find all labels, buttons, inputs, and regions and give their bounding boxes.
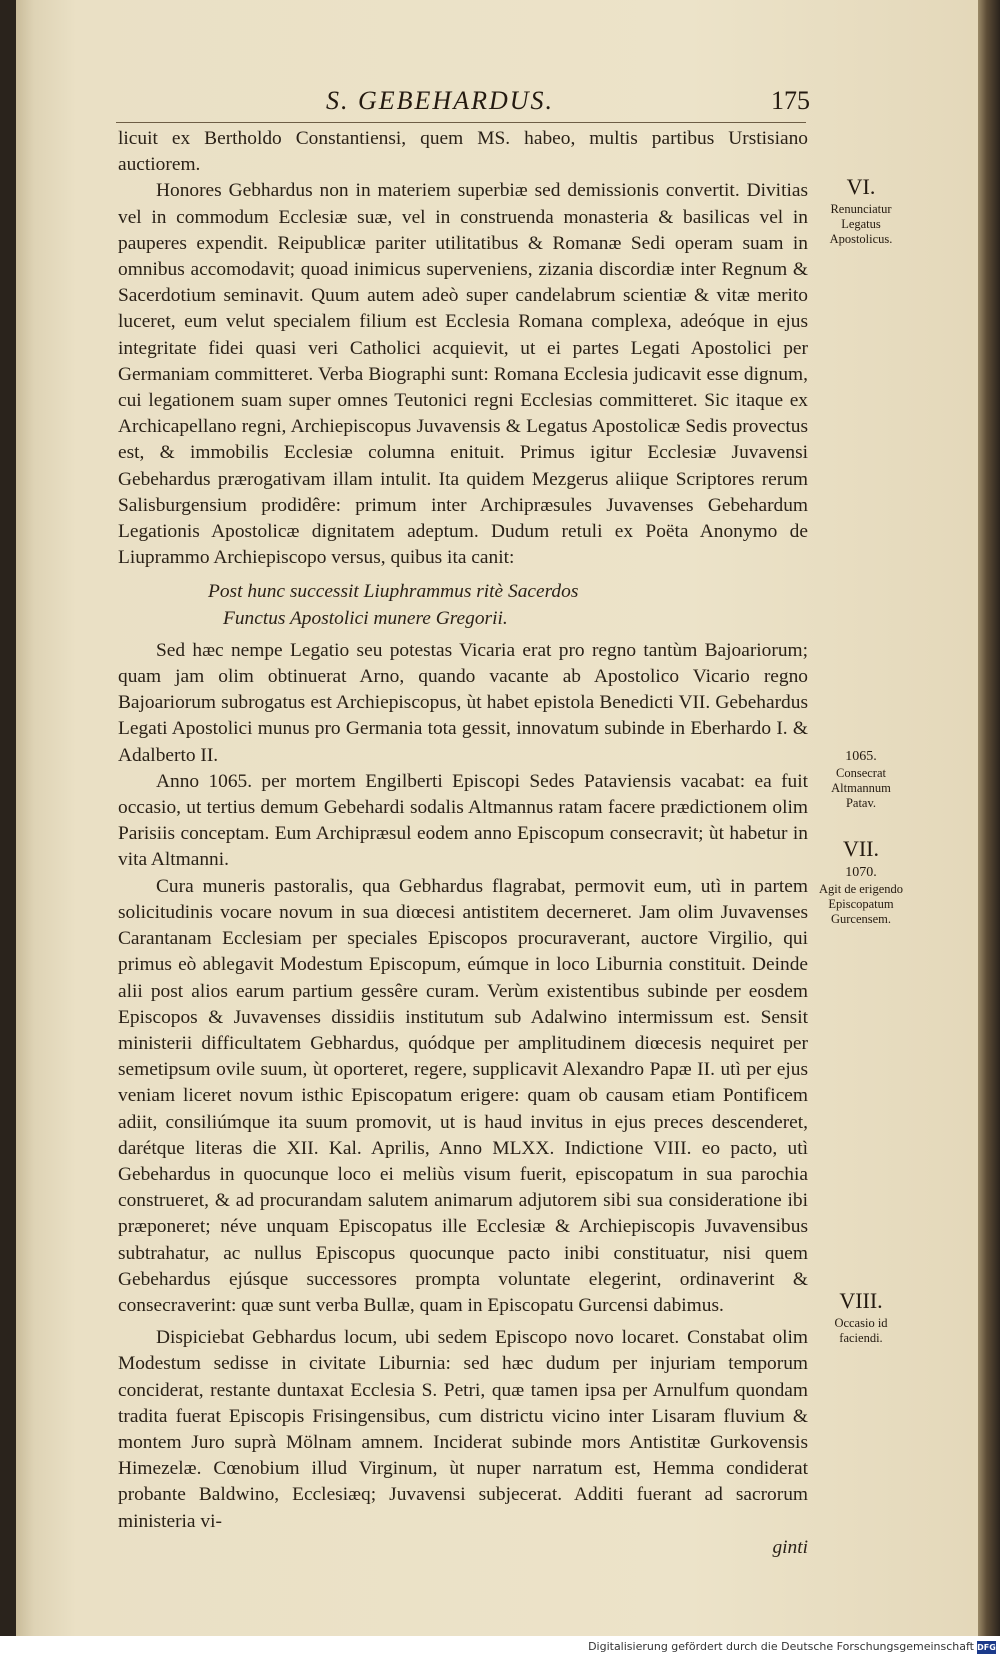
marginal-note	[816, 748, 906, 811]
marginal-note	[816, 836, 906, 927]
paragraph: Honores Gebhardus non in materiem superbiæ sed demissionis convertit. Divitias vel in commodum Ecclesiæ suæ, vel in construenda monasteria & basilicas vel in pauperes expendit. Reipublicæ pariter utilitatibus & Romanæ Sedi operam suam in omnibus accomodavit; quoad inimicus superveniens, zizania discordiæ inter Regnum & Sacerdotium seminavit. Quum autem adeò super candelabrum scientiæ & vitæ merito luceret, eum velut specialem filium est Ecclesia Romana complexa, adeóque in ejus integritate fidei quasi veri Catholici acquievit, ut ei partes Legati Apostolici per Germaniam committeret. Verba Biographi sunt: Romana Ecclesia judicavit esse dignum, cui legationem suam super omnes Teutonici regni Ecclesias committeret. Sic itaque ex Archicapellano regni, Archiepiscopus Juvavensis & Legatus Apostolicæ Sedis provectus est, & immobilis Ecclesiæ columna enituit. Primus igitur Ecclesiæ Juvavensi Gebehardus prærogativam illam intulit. Ita quidem Mezgerus aliique Scriptores rerum Salisburgensium prodidêre: primum inter Archipræsules Juvavenses Gebehardum Legationis Apostolicæ dignitatem adeptum. Dudum retuli ex Poëta Anonymo de Liuprammo Archiepiscopo versus, quibus ita canit:	[118, 180, 808, 569]
marginal-year: 1065.	[845, 749, 877, 764]
dfg-logo-icon: DFG	[977, 1643, 996, 1652]
book-page	[16, 0, 978, 1636]
verse-line: Post hunc successit Liuphrammus ritè Sacerdos	[208, 581, 579, 603]
section-number: VI.	[846, 174, 876, 199]
funding-notice: Digitalisierung gefördert durch die Deutsche Forschungsgemeinschaft	[588, 1640, 974, 1653]
catchword: ginti	[772, 1536, 808, 1558]
section-number: VII.	[842, 836, 880, 861]
paragraph: Sed hæc nempe Legatio seu potestas Vicaria erat pro regno tantùm Bajoariorum; quam jam olim obtinuerat Arno, quando vacante ab Apostolico Vicario regno Bajoariorum subrogatus est Archiepiscopus, ùt habet epistola Benedicti VII. Gebehardus Legati Apostolici munus pro Germania tota gessit, innovatum subinde in Eberhardo I. & Adalberto II.	[118, 639, 808, 766]
verse-quote	[118, 579, 808, 631]
paragraph: Cura muneris pastoralis, qua Gebhardus flagrabat, permovit eum, utì in partem solicitudinis vocare novum in sua diœcesi antistitem decerneret. Jam olim Juvavenses Carantanam Ecclesiam per speciales Episcopos procuraverant, auctore Virgilio, qui primus eò ablegavit Modestum Episcopum, eúmque in loco Liburnia constituit. Deinde alii post alios earum partium gessêre curam. Verùm existentibus subinde per eosdem Episcopos & Juvavenses dissidiis institutum sub Adalwino intermissum est. Sensit ministerii difficultatem Gebhardus, quódque per amplitudinem diœcesis nequiret per semetipsum ovile suum, ùt oporteret, regere, supplicavit Alexandro Papæ II. utì per ejus veniam liceret novum isthic Episcopatum erigere: quam ob causam etiam Pontificem adiit, consiliúmque ita suum promovit, ut is haud invitus in ejus preces descenderet, darétque literas die XII. Kal. Aprilis, Anno MLXX. Indictione VIII. eo pacto, utì Gebehardus in quocunque loco ei meliùs visum fuerit, episcopatum in sua parochia construeret, & ad procurandam salutem animarum adjutorem sibi sua consideratione ibi præponeret; néve unquam Episcopatus ille Ecclesiæ & Archiepiscopis Juvavensibus subtrahatur, ac nullus Episcopus quocunque pacto inibi constituatur, nisi quem Gebehardus ejúsque successores prompta voluntate elegerint, ordinaverint & consecraverint: quæ sunt verba Bullæ, quam in Episcopatu Gurcensi dabimus.	[118, 875, 808, 1316]
paragraph: Dispiciebat Gebhardus locum, ubi sedem Episcopo novo locaret. Constabat olim Modestum sedisse in civitate Liburnia: sed hæc dudum per injuriam temporum conciderat, restante duntaxat Ecclesia S. Petri, quæ tamen ipsa per Arnulfum quondam tradita fuerat Episcopis Frisingensibus, cum districtu vicino inter Lisaram fluvium & montem Juro suprà Mölnam amnem. Inciderat subinde mors Antistitæ Gurkovensis Himezelæ. Cœnobium illud Virginum, ùt nuper narratum est, Hemma condiderat probante Baldwino, Ecclesiæq; Juvavensi subjecerat. Additi fuerant ad sacrorum ministeria vi-	[118, 1327, 808, 1532]
body-text	[118, 126, 808, 1561]
marginal-note-text: Renunciatur Legatus Apostolicus.	[829, 202, 893, 246]
page-number: 175	[771, 86, 810, 115]
header-title: S. GEBEHARDUS.	[326, 86, 555, 115]
book-edge	[978, 0, 1000, 1636]
adjacent-page-edge	[16, 60, 38, 1560]
paragraph: Anno 1065. per mortem Engilberti Episcopi Sedes Pataviensis vacabat: ea fuit occasio, ut tertius demum Gebehardi sodalis Altmannus ratam facere prædictionem olim Parisiis conceptam. Eum Archipræsul eodem anno Episcopum consecravit; ùt habetur in vita Altmanni.	[118, 770, 808, 871]
paragraph: licuit ex Bertholdo Constantiensi, quem MS. habeo, multis partibus Urstisiano auctiorem.	[118, 128, 808, 176]
verse-line: Functus Apostolici munere Gregorii.	[223, 607, 508, 629]
marginal-year: 1070.	[845, 865, 877, 880]
section-number: VIII.	[839, 1288, 883, 1313]
header-rule	[116, 122, 806, 123]
footer-bar	[0, 1636, 1000, 1660]
marginal-note	[816, 1288, 906, 1346]
running-head	[116, 86, 816, 122]
marginal-note-text: Agit de erigendo Episcopatum Gurcensem.	[818, 882, 903, 926]
marginal-note-text: Consecrat Altmannum Patav.	[831, 766, 891, 810]
marginal-note	[816, 174, 906, 247]
marginal-note-text: Occasio id faciendi.	[834, 1316, 888, 1345]
